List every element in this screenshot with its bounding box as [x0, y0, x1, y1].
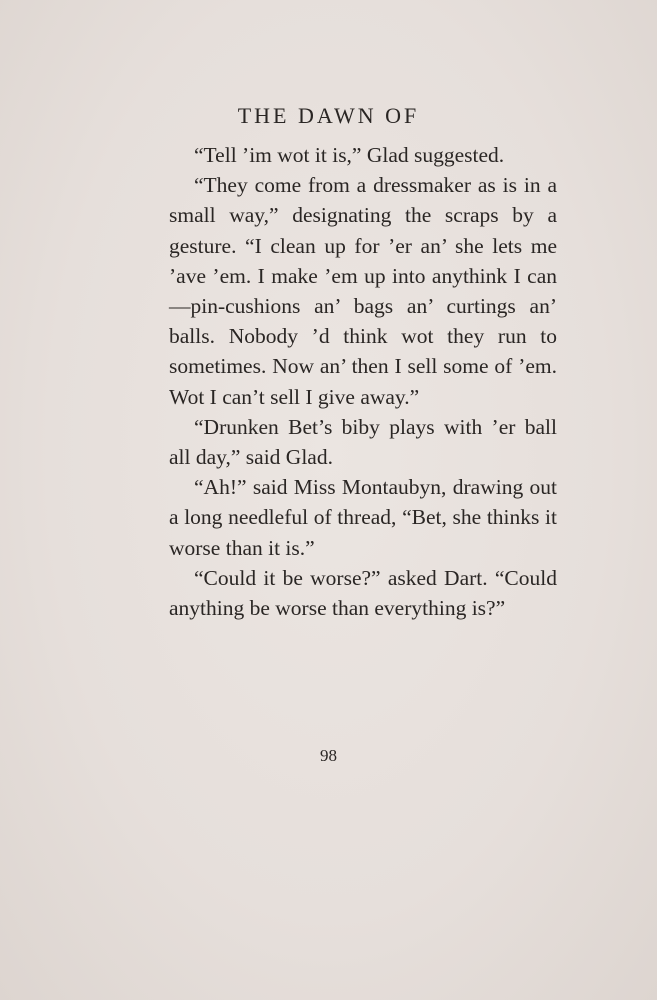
paragraph-3: “Drunken Bet’s biby plays with ’er ball all day,” said Glad.: [169, 414, 557, 470]
paragraph-4: “Ah!” said Miss Montaubyn, drawing out a long needleful of thread, “Bet, she thinks it worse than it is.”: [169, 475, 557, 560]
paragraph-1: “Tell ’im wot it is,” Glad suggested.: [194, 143, 505, 167]
page-number: 98: [320, 746, 337, 765]
body-text: [169, 140, 557, 623]
paragraph-2: “They come from a dressmaker as is in a small way,” designating the scraps by a gesture. “I clean up for ’er an’ she lets me ’ave ’em. I make ’em up into anythink I can—pin-cushions an’ bags an’ curtings an’ balls. Nobody ’d think wot they run to sometimes. Now an’ then I sell some of ’em. Wot I can’t sell I give away.”: [169, 173, 557, 409]
paragraph-5: “Could it be worse?” asked Dart. “Could anything be worse than everything is?”: [169, 565, 557, 621]
running-head: THE DAWN OF: [237, 103, 420, 128]
